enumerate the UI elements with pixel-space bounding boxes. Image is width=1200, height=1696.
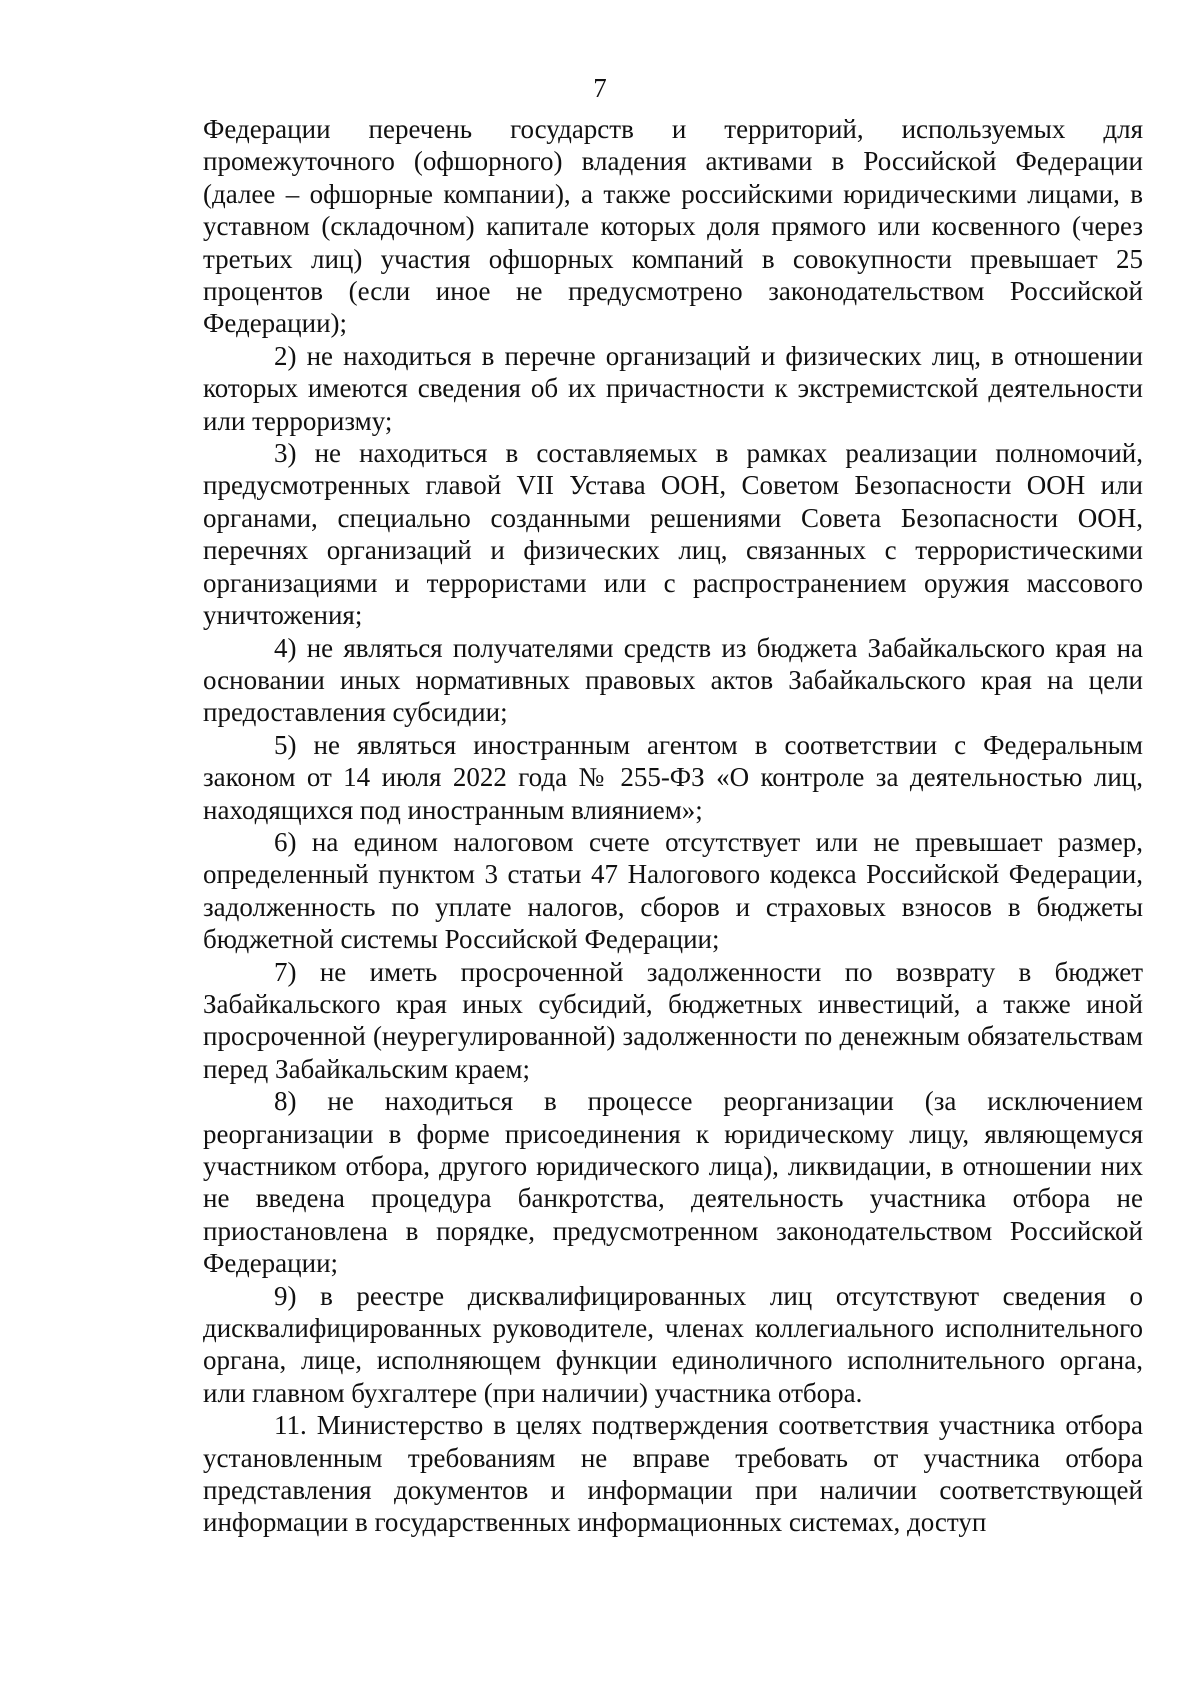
document-body [203, 113, 1143, 1539]
page-number: 7 [593, 73, 607, 103]
paragraph-item-9: 9) в реестре дисквалифицированных лиц отсутствуют сведения о дисквалифицированных руководителе, членах коллегиального исполнительного органа, лице, исполняющем функции единоличного исполнительного органа, или главном бухгалтере (при наличии) участника отбора. [203, 1280, 1143, 1408]
paragraph-item-6: 6) на едином налоговом счете отсутствует или не превышает размер, определенный пунктом 3 статьи 47 Налогового кодекса Российской Федерации, задолженность по уплате налогов, сборов и страховых взносов в бюджеты бюджетной системы Российской Федерации; [203, 826, 1143, 955]
paragraph-item-2: 2) не находиться в перечне организаций и физических лиц, в отношении которых имеются сведения об их причастности к экстремистской деятельности или терроризму; [203, 340, 1143, 436]
paragraph-section-11: 11. Министерство в целях подтверждения соответствия участника отбора установленным требованиям не вправе требовать от участника отбора представления документов и информации при наличии соответствующей информации в государственных информационных системах, доступ [203, 1410, 1143, 1538]
paragraph-item-7: 7) не иметь просроченной задолженности по возврату в бюджет Забайкальского края иных субсидий, бюджетных инвестиций, а также иной просроченной (неурегулированной) задолженности по денежным обязательствам перед Забайкальским краем; [203, 956, 1143, 1084]
paragraph-item-3: 3) не находиться в составляемых в рамках реализации полномочий, предусмотренных главой VII Устава ООН, Советом Безопасности ООН или органами, специально созданными решениями Совета Безопасности ООН, перечнях организаций и физических лиц, связанных с террористическими организациями и террористами или с распространением оружия массового уничтожения; [203, 438, 1143, 631]
paragraph-item-8: 8) не находиться в процессе реорганизации (за исключением реорганизации в форме присоединения к юридическому лицу, являющемуся участником отбора, другого юридического лица), ликвидации, в отношении них не введена процедура банкротства, деятельность участника отбора не приостановлена в порядке, предусмотренном законодательством Российской Федерации; [203, 1086, 1143, 1279]
paragraph-continuation: Федерации перечень государств и территорий, используемых для промежуточного (офшорного) владения активами в Российской Федерации (далее – офшорные компании), а также российскими юридическими лицами, в уставном (складочном) капитале которых доля прямого или косвенного (через третьих лиц) участия офшорных компаний в совокупности превышает 25 процентов (если иное не предусмотрено законодательством Российской Федерации); [203, 114, 1143, 339]
paragraph-item-5: 5) не являться иностранным агентом в соответствии с Федеральным законом от 14 июля 2022 года № 255-ФЗ «О контроле за деятельностью лиц, находящихся под иностранным влиянием»; [203, 729, 1143, 825]
paragraph-item-4: 4) не являться получателями средств из бюджета Забайкальского края на основании иных нормативных правовых актов Забайкальского края на цели предоставления субсидии; [203, 632, 1143, 728]
